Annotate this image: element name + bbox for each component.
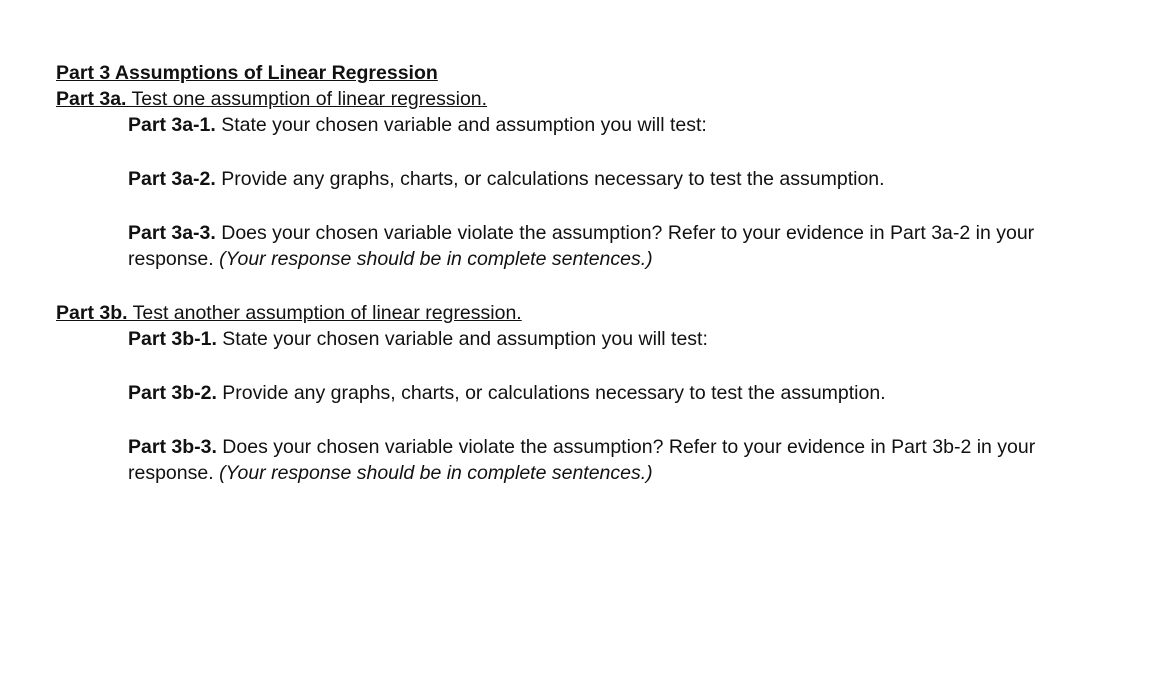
part-3a-3-text: Does your chosen variable violate the assumption? Refer to your evidence in Part 3a-2 in your response. xyxy=(128,222,1035,270)
part-3a-lead: Part 3a. xyxy=(56,88,127,110)
document-body xyxy=(56,60,1136,514)
part-3b-2-text: Provide any graphs, charts, or calculations necessary to test the assumption. xyxy=(216,382,886,404)
part-3b-2-item xyxy=(128,380,1078,406)
part-3b-3-item xyxy=(128,434,1078,486)
part-3a-1-lead: Part 3a-1. xyxy=(128,114,216,136)
part-3a-3-item xyxy=(128,220,1078,272)
part-3b-1-text: State your chosen variable and assumption you will test: xyxy=(216,328,708,350)
section-heading: Part 3 Assumptions of Linear Regression xyxy=(56,62,438,84)
part-3b-3-lead: Part 3b-3. xyxy=(128,436,217,458)
part-3b-1-item xyxy=(128,326,1078,352)
part-3b-1-lead: Part 3b-1. xyxy=(128,328,217,350)
part-3a-3-lead: Part 3a-3. xyxy=(128,222,216,244)
part-3b-2-lead: Part 3b-2. xyxy=(128,382,217,404)
part-3a-2-item xyxy=(128,166,1078,192)
part-3a-1-item xyxy=(128,112,1078,138)
part-3b-3-text: Does your chosen variable violate the assumption? Refer to your evidence in Part 3b-2 in your response. xyxy=(128,436,1036,484)
part-3a-1-text: State your chosen variable and assumption you will test: xyxy=(215,114,707,136)
part-3b-title xyxy=(56,300,1136,326)
part-3a-3-note: (Your response should be in complete sentences.) xyxy=(219,248,653,270)
part-3b-3-note: (Your response should be in complete sentences.) xyxy=(219,462,653,484)
part-3b-title-text: Test another assumption of linear regression. xyxy=(127,302,522,324)
part-3a-title-text: Test one assumption of linear regression. xyxy=(126,88,488,110)
part-3a-2-text: Provide any graphs, charts, or calculations necessary to test the assumption. xyxy=(215,168,885,190)
part-3b-lead: Part 3b. xyxy=(56,302,128,324)
part-3a-title xyxy=(56,86,1136,112)
part-3a-2-lead: Part 3a-2. xyxy=(128,168,216,190)
